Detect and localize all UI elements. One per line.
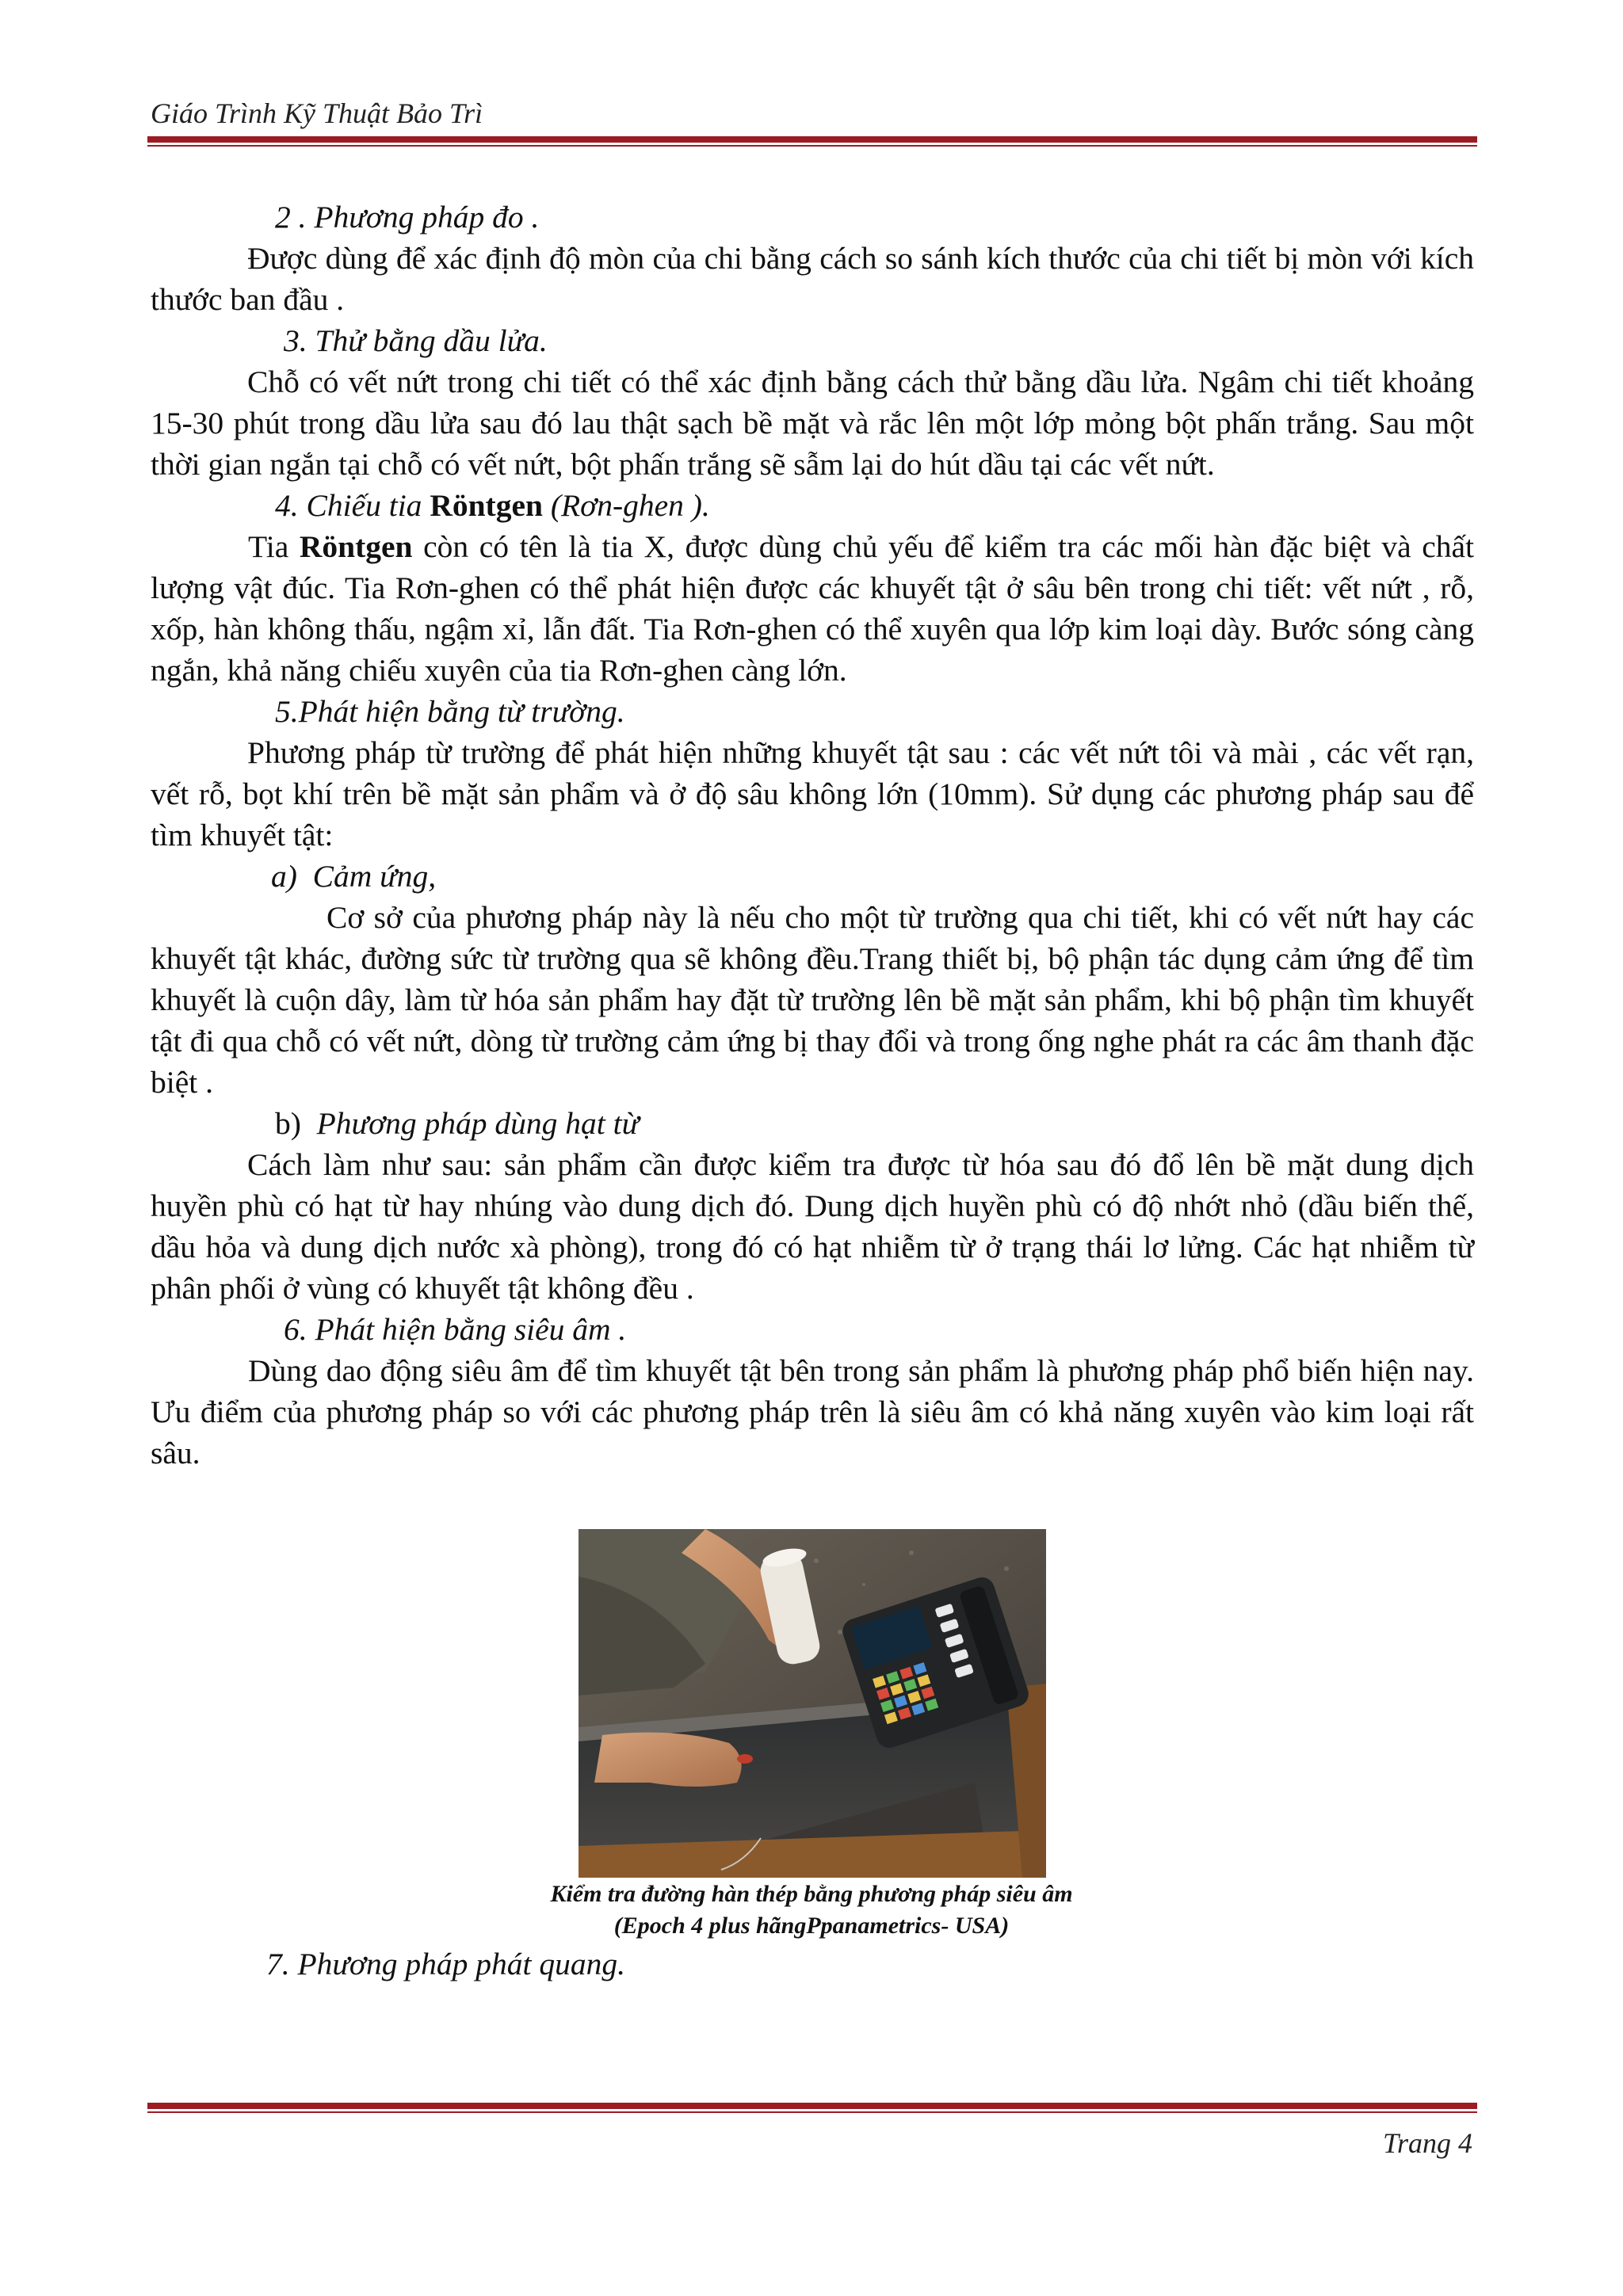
section-5b-body: Cách làm như sau: sản phẩm cần được kiểm tra được từ hóa sau đó đổ lên bề mặt dung dịch huyền phù có hạt từ hay nhúng vào dung dịch đó. Dung dịch huyền phù có độ nhớt nhỏ (dầu biến thế, dầu hỏa và dung dịch nước xà phòng), trong đó có hạt nhiễm từ ở trạng thái lơ lửng. Các hạt nhiễm từ phân phối ở vùng có khuyết tật không đều .: [151, 1147, 1474, 1306]
section-4-body-rest: còn có tên là tia X, được dùng chủ yếu để kiểm tra các mối hàn đặc biệt và chất lượng vật đúc. Tia Rơn-ghen có thể phát hiện được các khuyết tật ở sâu bên trong chi tiết: vết nứt , rỗ, xốp, hàn không thấu, ngậm xỉ, lẫn đất. Tia Rơn-ghen có thể xuyên qua lớp kim loại dày. Bước sóng càng ngắn, khả năng chiếu xuyên của tia Rơn-ghen càng lớn.: [151, 529, 1475, 688]
section-4-heading: [151, 485, 1474, 526]
section-5b-title: Phương pháp dùng hạt từ: [316, 1106, 640, 1141]
ultrasonic-test-photo: [579, 1529, 1046, 1878]
section-5-heading: 5.Phát hiện bằng từ trường.: [275, 694, 625, 729]
figure-caption-line2: (Epoch 4 plus hãngPpanametrics- USA): [613, 1913, 1010, 1939]
section-5a-body: Cơ sở của phương pháp này là nếu cho một từ trường qua chi tiết, khi có vết nứt hay các khuyết tật khác, đường sức từ trường qua sẽ không đều.Trang thiết bị, bộ phận tác dụng cảm ứng để tìm khuyết là cuộn dây, làm từ hóa sản phẩm hay đặt từ trường lên bề mặt sản phẩm, khi bộ phận tìm khuyết tật đi qua chỗ có vết nứt, dòng từ trường cảm ứng bị thay đổi và trong ống nghe phát ra các âm thanh đặc biệt .: [151, 900, 1474, 1100]
section-4-heading-bold: Röntgen: [430, 488, 543, 523]
footer-rule: [147, 2103, 1477, 2113]
section-5a-heading: [151, 856, 1474, 897]
section-3-heading: 3. Thử bằng dầu lửa.: [284, 323, 548, 358]
figure-caption-line1: Kiểm tra đường hàn thép bằng phương pháp siêu âm: [550, 1881, 1073, 1907]
page-content: [151, 196, 1474, 1474]
section-4-body-prefix: Tia: [248, 529, 300, 564]
section-4-heading-prefix: 4. Chiếu tia: [275, 488, 430, 523]
section-4-heading-suffix: (Rơn-ghen ).: [542, 488, 710, 523]
section-2-heading: 2 . Phương pháp đo .: [275, 200, 540, 235]
section-5-body: Phương pháp từ trường để phát hiện những khuyết tật sau : các vết nứt tôi và mài , các vết rạn, vết rỗ, bọt khí trên bề mặt sản phẩm và ở độ sâu không lớn (10mm). Sử dụng các phương pháp sau để tìm khuyết tật:: [151, 735, 1474, 852]
section-5a-title: Cảm ứng,: [312, 859, 437, 894]
section-5b-heading: [151, 1103, 1474, 1144]
section-6-heading: 6. Phát hiện bằng siêu âm .: [284, 1312, 627, 1347]
header-rule: [147, 136, 1477, 147]
section-5a-label: a): [271, 859, 297, 894]
section-7-heading: 7. Phương pháp phát quang.: [266, 1947, 625, 1981]
section-4-body: [151, 526, 1474, 691]
section-4-body-bold: Röntgen: [299, 529, 413, 564]
section-3-body: Chỗ có vết nứt trong chi tiết có thể xác định bằng cách thử bằng dầu lửa. Ngâm chi tiết khoảng 15-30 phút trong dầu lửa sau đó lau thật sạch bề mặt và rắc lên một lớp mỏng bột phấn trắng. Sau một thời gian ngắn tại chỗ có vết nứt, bột phấn trắng sẽ sẫm lại do hút dầu tại các vết nứt.: [151, 364, 1474, 482]
section-6-body: Dùng dao động siêu âm để tìm khuyết tật bên trong sản phẩm là phương pháp phổ biến hiện nay. Ưu điểm của phương pháp so với các phương pháp trên là siêu âm có khả năng xuyên vào kim loại rất sâu.: [151, 1353, 1474, 1470]
page-number: Trang 4: [1382, 2127, 1472, 2159]
section-2-body: Được dùng để xác định độ mòn của chi bằng cách so sánh kích thước của chi tiết bị mòn với kích thước ban đầu .: [151, 241, 1474, 317]
section-5b-label: b): [275, 1106, 301, 1141]
header-title: Giáo Trình Kỹ Thuật Bảo Trì: [151, 97, 483, 129]
